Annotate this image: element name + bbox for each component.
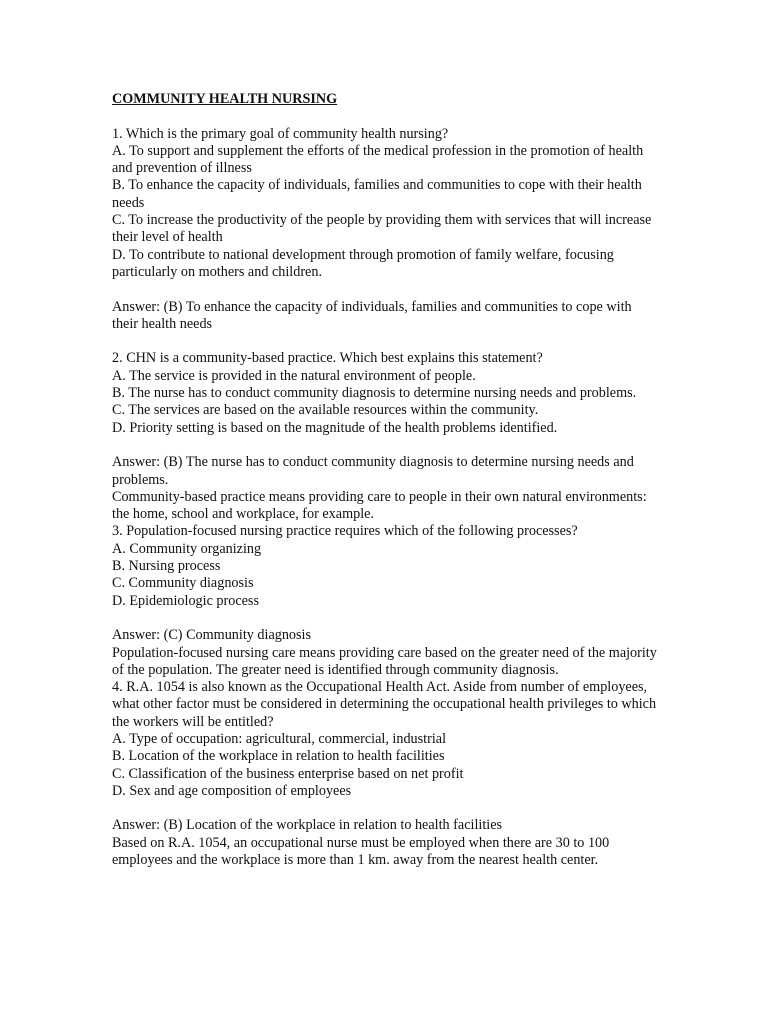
paragraph-gap [112,281,660,298]
answer-option: A. Type of occupation: agricultural, commercial, industrial [112,730,447,747]
paragraph-gap [112,333,660,350]
answer-option: B. Location of the workplace in relation to health facilities [112,748,445,765]
answer-option: C. The services are based on the available resources within the community. [112,402,539,419]
answer-option: B. Nursing process [112,558,221,575]
answer-option: D. Epidemiologic process [112,592,259,609]
answer-option: D. Sex and age composition of employees [112,782,352,799]
answer-option: B. To enhance the capacity of individuals, families and communities to cope with their health needs [112,177,642,211]
question-text: 4. R.A. 1054 is also known as the Occupational Health Act. Aside from number of employees, what other factor must be considered in determining the occupational health privileges to which the workers will be entitled? [112,679,657,730]
paragraph-gap [112,610,660,627]
paragraph-gap [112,800,660,817]
answer-option: A. Community organizing [112,540,262,557]
answer-key: Answer: (B) Location of the workplace in relation to health facilities [112,817,503,834]
answer-option: D. Priority setting is based on the magnitude of the health problems identified. [112,419,558,436]
answer-option: A. The service is provided in the natural environment of people. [112,367,476,384]
answer-option: C. To increase the productivity of the people by providing them with services that will increase their level of health [112,212,652,246]
answer-option: C. Classification of the business enterprise based on net profit [112,765,464,782]
document-title: COMMUNITY HEALTH NURSING [112,91,338,107]
answer-key: Answer: (B) To enhance the capacity of individuals, families and communities to cope with their health needs [112,298,632,332]
document-page [112,91,660,869]
explanation-text: Community-based practice means providing care to people in their own natural environments: the home, school and workplace, for example. [112,488,647,523]
answer-key: Answer: (B) The nurse has to conduct community diagnosis to determine nursing needs and problems. [112,454,634,488]
answer-key: Answer: (C) Community diagnosis [112,627,312,644]
answer-option: D. To contribute to national development through promotion of family welfare, focusing particularly on mothers and children. [112,246,614,280]
answer-option: B. The nurse has to conduct community diagnosis to determine nursing needs and problems. [112,385,637,402]
question-text: 3. Population-focused nursing practice requires which of the following processes? [112,523,578,540]
answer-option: A. To support and supplement the efforts of the medical profession in the promotion of health and prevention of illness [112,142,644,177]
question-text: 2. CHN is a community-based practice. Which best explains this statement? [112,350,543,367]
question-text: 1. Which is the primary goal of community health nursing? [112,125,449,142]
paragraph-gap [112,437,660,454]
explanation-text: Based on R.A. 1054, an occupational nurse must be employed when there are 30 to 100 employees and the workplace is more than 1 km. away from the nearest health center. [112,834,610,869]
answer-option: C. Community diagnosis [112,575,254,592]
explanation-text: Population-focused nursing care means providing care based on the greater need of the majority of the population. The greater need is identified through community diagnosis. [112,644,657,678]
document-body [112,126,660,870]
